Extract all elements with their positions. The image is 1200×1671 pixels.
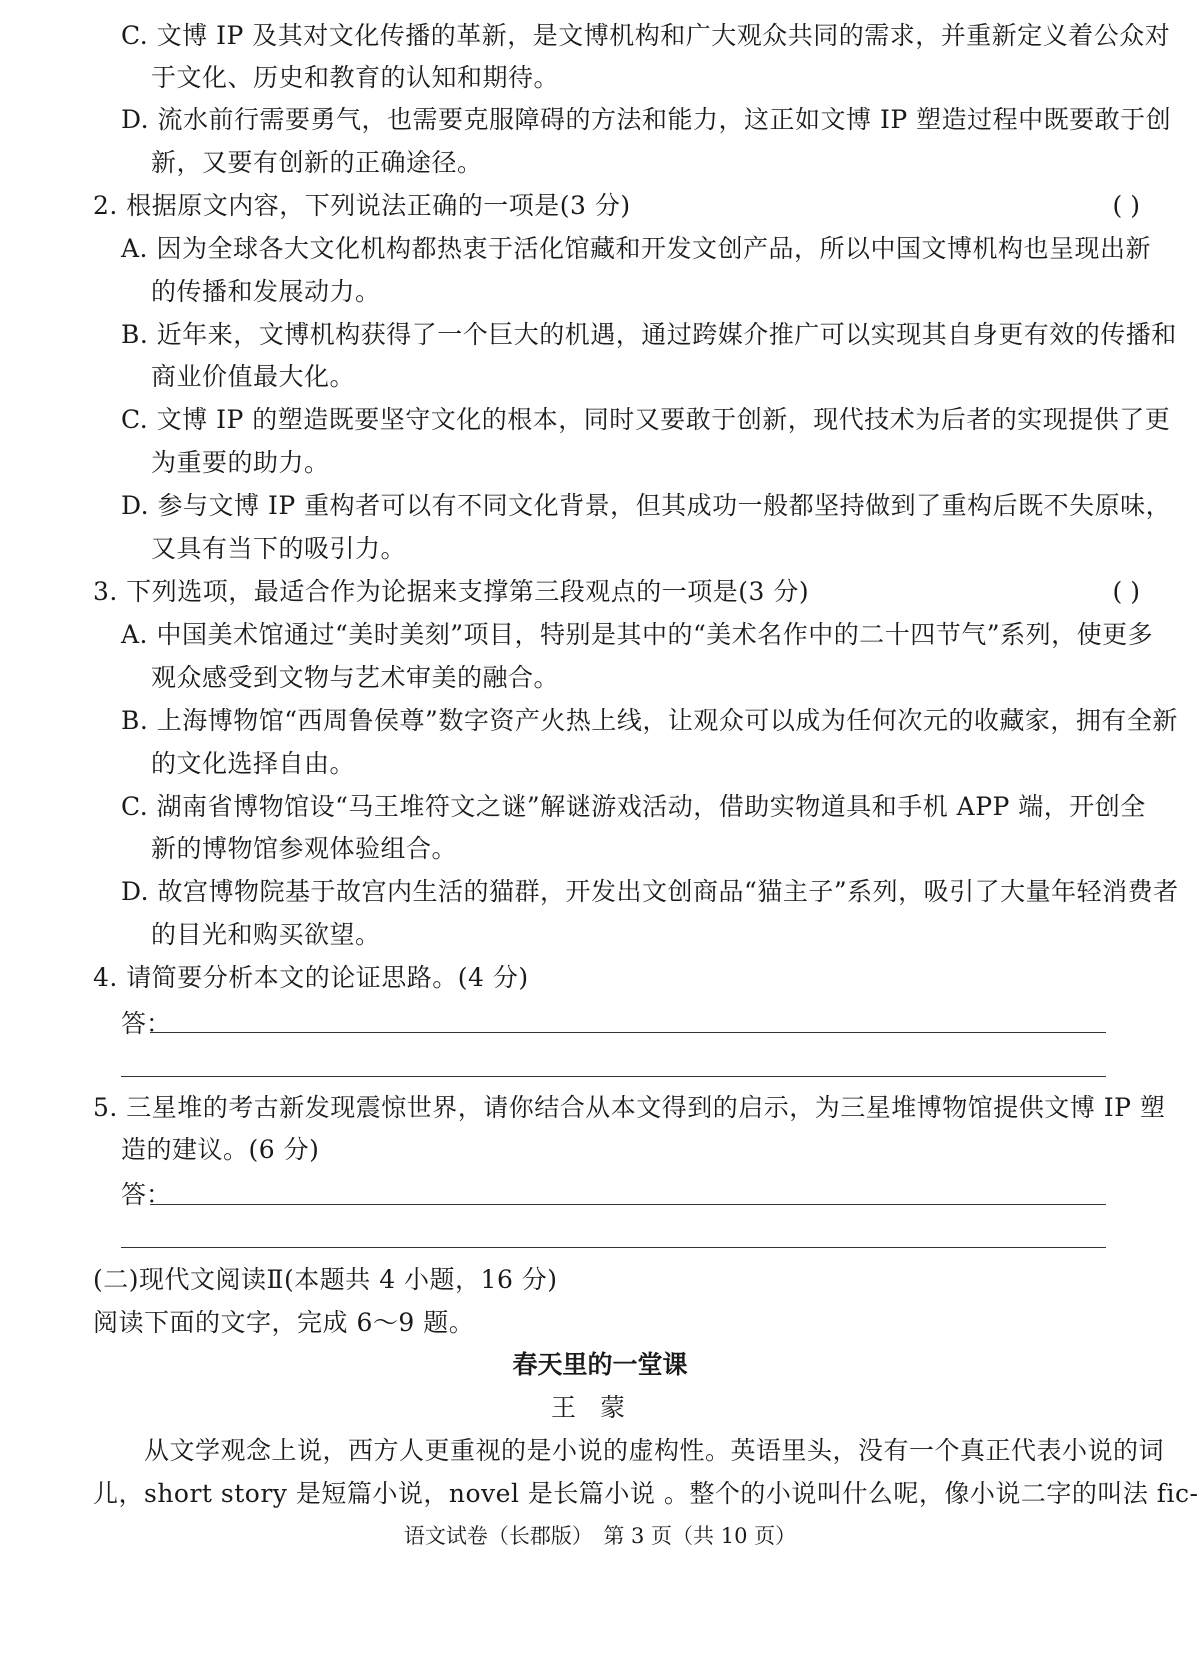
page-footer: 语文试卷（长郡版） 第 3 页（共 10 页）: [403, 1524, 797, 1548]
q3-answer-paren[interactable]: ( ): [1112, 577, 1140, 606]
article-paragraph-line2: 儿，short story 是短篇小说，novel 是长篇小说 。整个的小说叫什么呢，像小说二字的叫法 fic-: [93, 1479, 1199, 1508]
q4-answer-line-1[interactable]: [150, 1032, 1106, 1033]
q5-answer-label: 答：: [121, 1180, 172, 1209]
q5-answer-line-2[interactable]: [121, 1247, 1106, 1248]
q3-option-b-line1: B. 上海博物馆“西周鲁侯尊”数字资产火热上线，让观众可以成为任何次元的收藏家，拥有全新: [121, 706, 1178, 735]
article-title: 春天里的一堂课: [512, 1350, 688, 1379]
q2-option-c-line2: 为重要的助力。: [151, 448, 330, 477]
q2-option-a-line1: A. 因为全球各大文化机构都热衷于活化馆藏和开发文创产品，所以中国文博机构也呈现出新: [121, 234, 1151, 263]
q3-option-a-line1: A. 中国美术馆通过“美时美刻”项目，特别是其中的“美术名作中的二十四节气”系列，使更多: [121, 620, 1154, 649]
q2-option-d-line1: D. 参与文博 IP 重构者可以有不同文化背景，但其成功一般都坚持做到了重构后既不失原味，: [121, 491, 1172, 520]
q2-stem: 2. 根据原文内容，下列说法正确的一项是(3 分): [93, 191, 631, 220]
q1-option-d-line2: 新，又要有创新的正确途径。: [151, 148, 483, 177]
q1-option-c-line1: C. 文博 IP 及其对文化传播的革新，是文博机构和广大观众共同的需求，并重新定义着公众对: [121, 21, 1171, 50]
q3-option-a-line2: 观众感受到文物与艺术审美的融合。: [151, 663, 560, 692]
q3-option-d-line1: D. 故宫博物院基于故宫内生活的猫群，开发出文创商品“猫主子”系列，吸引了大量年轻消费者: [121, 877, 1179, 906]
q3-option-b-line2: 的文化选择自由。: [151, 749, 356, 778]
q4-stem: 4. 请简要分析本文的论证思路。(4 分): [93, 963, 529, 992]
q2-option-b-line2: 商业价值最大化。: [151, 362, 356, 391]
article-paragraph-line1: 从文学观念上说，西方人更重视的是小说的虚构性。英语里头，没有一个真正代表小说的词: [144, 1436, 1165, 1465]
section-heading: (二)现代文阅读Ⅱ(本题共 4 小题，16 分): [93, 1265, 558, 1294]
q2-option-a-line2: 的传播和发展动力。: [151, 277, 381, 306]
q5-answer-line-1[interactable]: [150, 1204, 1106, 1205]
article-author: 王蒙: [550, 1393, 649, 1422]
q1-option-c-line2: 于文化、历史和教育的认知和期待。: [151, 63, 560, 92]
q5-stem-line2: 造的建议。(6 分): [121, 1135, 320, 1164]
q2-option-c-line1: C. 文博 IP 的塑造既要坚守文化的根本，同时又要敢于创新，现代技术为后者的实现提供了更: [121, 405, 1171, 434]
section-instruction: 阅读下面的文字，完成 6～9 题。: [93, 1308, 475, 1337]
q5-stem-line1: 5. 三星堆的考古新发现震惊世界，请你结合从本文得到的启示，为三星堆博物馆提供文博 IP 塑: [93, 1093, 1166, 1122]
q1-option-d-line1: D. 流水前行需要勇气，也需要克服障碍的方法和能力，这正如文博 IP 塑造过程中既要敢于创: [121, 105, 1172, 134]
q3-stem: 3. 下列选项，最适合作为论据来支撑第三段观点的一项是(3 分): [93, 577, 810, 606]
q2-option-b-line1: B. 近年来，文博机构获得了一个巨大的机遇，通过跨媒介推广可以实现其自身更有效的传播和: [121, 320, 1177, 349]
q4-answer-label: 答：: [121, 1009, 172, 1038]
q3-option-d-line2: 的目光和购买欲望。: [151, 920, 381, 949]
q2-option-d-line2: 又具有当下的吸引力。: [151, 534, 407, 563]
q4-answer-line-2[interactable]: [121, 1076, 1106, 1077]
q2-answer-paren[interactable]: ( ): [1112, 191, 1140, 220]
q3-option-c-line2: 新的博物馆参观体验组合。: [151, 834, 458, 863]
q3-option-c-line1: C. 湖南省博物馆设“马王堆符文之谜”解谜游戏活动，借助实物道具和手机 APP 端，开创全: [121, 792, 1146, 821]
